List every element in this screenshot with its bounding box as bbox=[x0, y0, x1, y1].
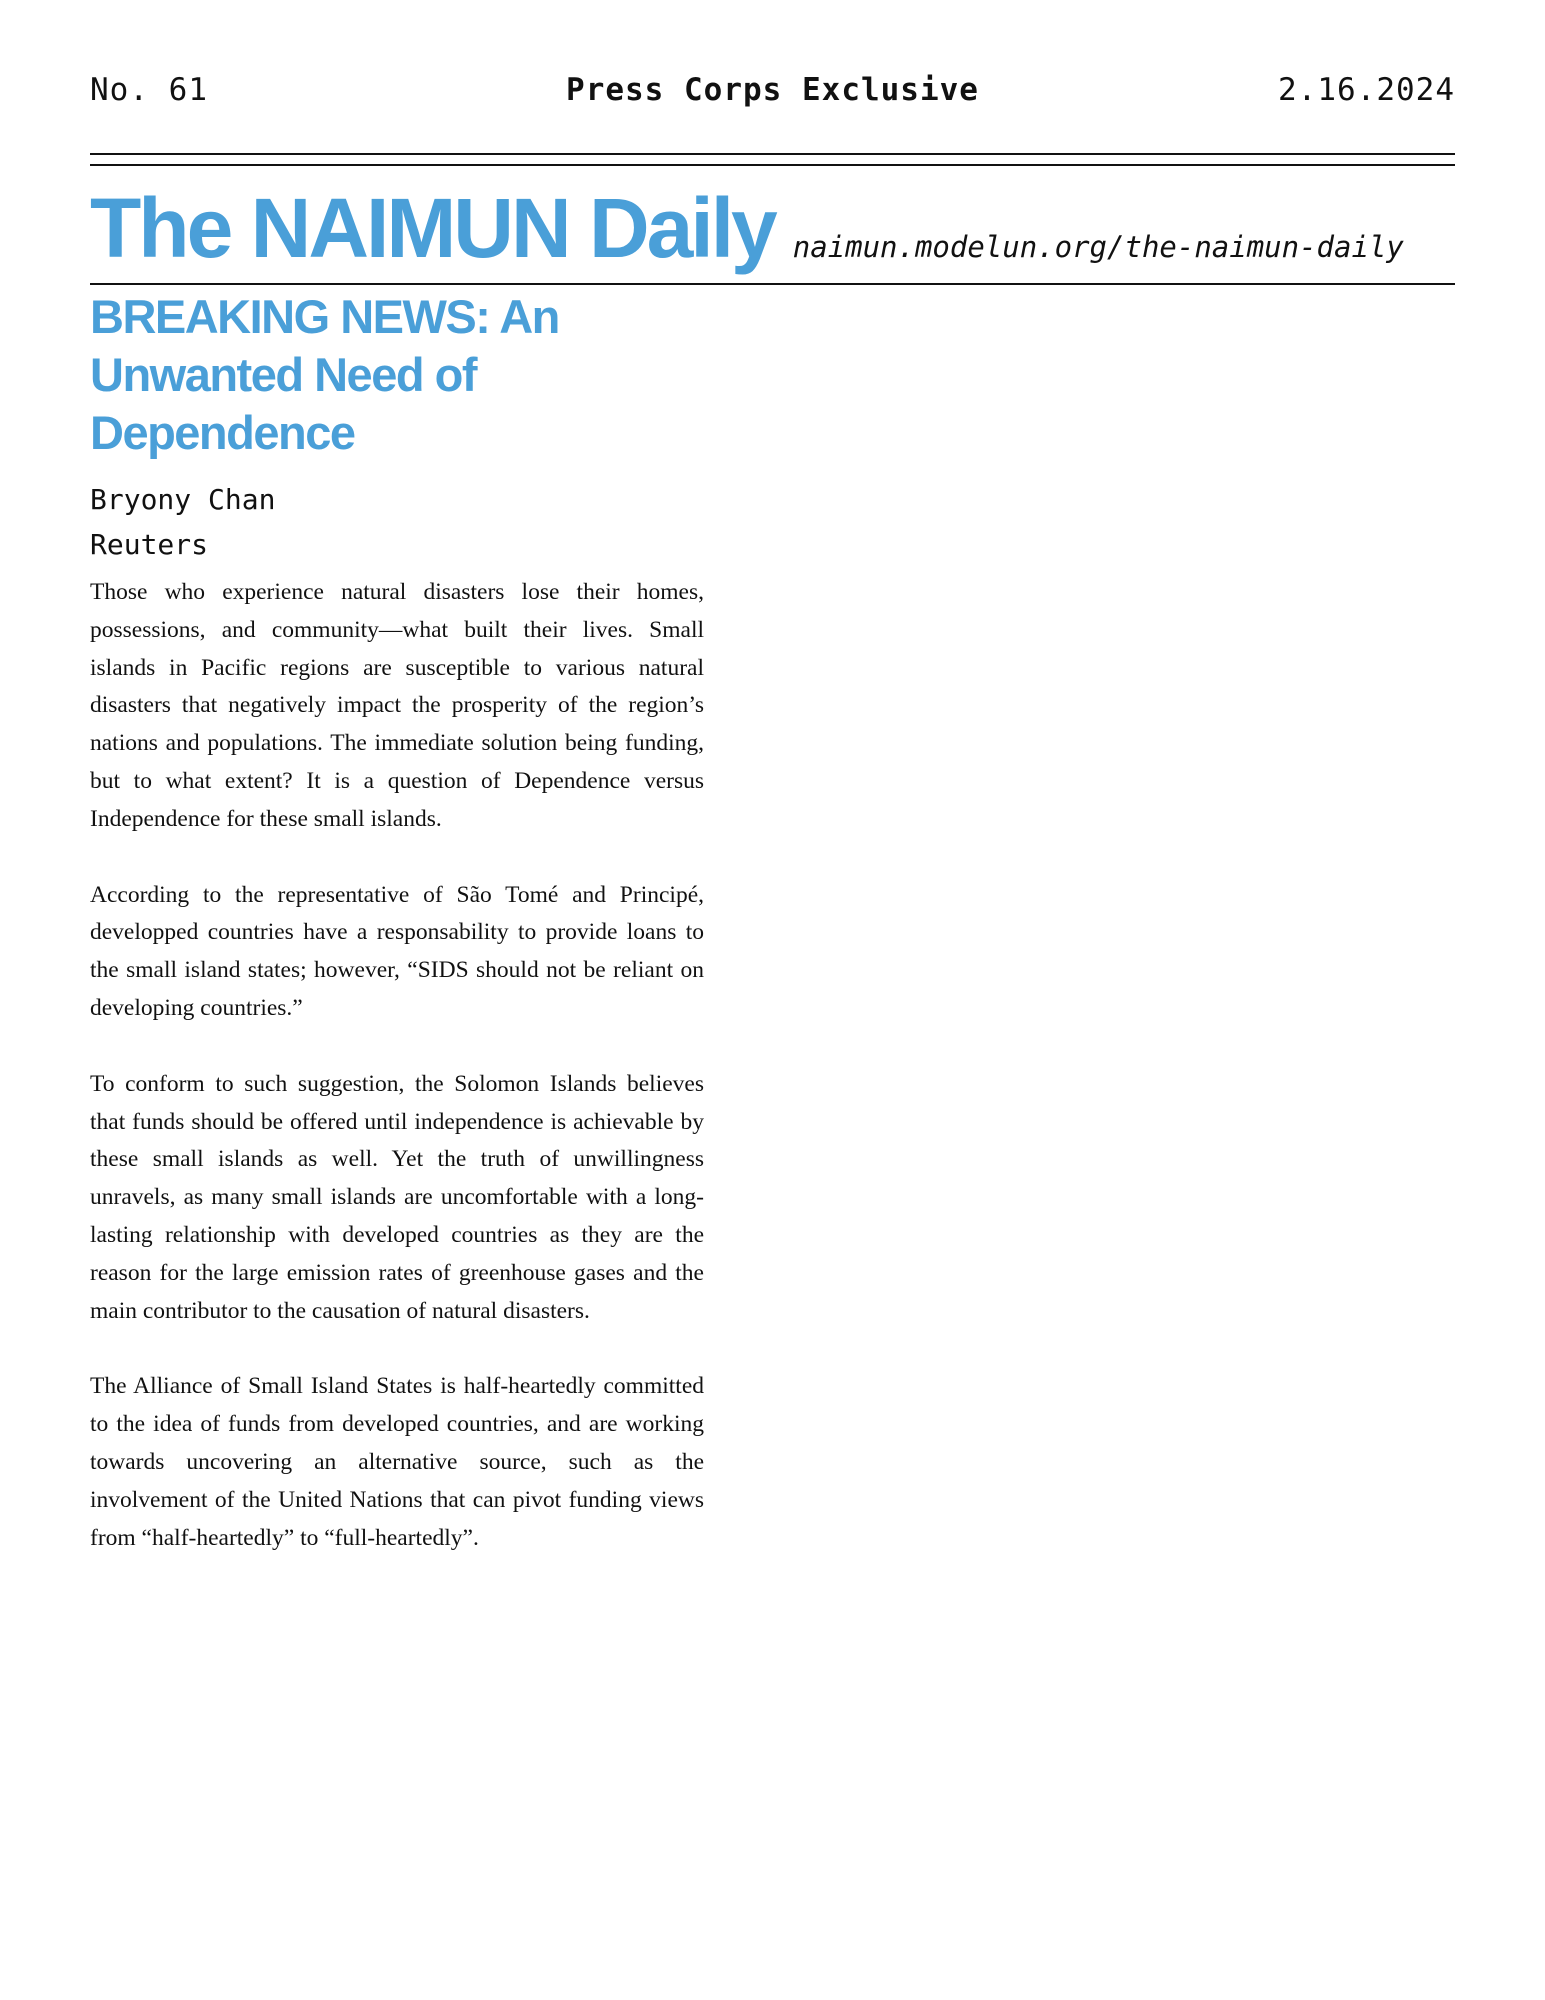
article-paragraph: The Alliance of Small Island States is half-heartedly committed to the idea of funds from developed countries, and are working towards uncovering an alternative source, such as the involvement of the United Nations that can pivot funding views from “half-heartedly” to “full-heartedly”. bbox=[90, 1373, 704, 1551]
byline bbox=[90, 477, 275, 567]
section-label: Press Corps Exclusive bbox=[566, 72, 979, 108]
author-name: Bryony Chan bbox=[90, 483, 276, 516]
top-bar bbox=[90, 72, 1455, 112]
publication-url[interactable]: naimun.modelun.org/the-naimun-daily bbox=[792, 230, 1404, 264]
publication-name: The NAIMUN Daily bbox=[90, 181, 775, 275]
article-headline: BREAKING NEWS: An Unwanted Need of Dependence bbox=[90, 290, 559, 459]
top-divider bbox=[90, 153, 1455, 155]
article-paragraph: According to the representative of São Tomé and Principé, developped countries have a responsability to provide loans to the small island states; however, “SIDS should not be reliant on developing countries.” bbox=[90, 881, 704, 1021]
issue-number: No. 61 bbox=[90, 72, 208, 108]
article-body bbox=[90, 574, 704, 1595]
article-paragraph: To conform to such suggestion, the Solomon Islands believes that funds should be offered until independence is achievable by these small islands as well. Yet the truth of unwillingness unravels, as many small islands are uncomfortable with a long-lasting relationship with developed countries as they are the reason for the large emission rates of greenhouse gases and the main contributor to the causation of natural disasters. bbox=[90, 1070, 704, 1324]
top-divider-inner bbox=[90, 164, 1455, 166]
issue-date: 2.16.2024 bbox=[1278, 72, 1455, 108]
article-paragraph: Those who experience natural disasters lose their homes, possessions, and community—what built their lives. Small islands in Pacific regions are susceptible to various natural disasters that negatively impact the prosperity of the region’s nations and populations. The immediate solution being funding, but to what extent? It is a question of Dependence versus Independence for these small islands. bbox=[90, 579, 704, 832]
news-outlet: Reuters bbox=[90, 528, 209, 561]
masthead-divider bbox=[90, 283, 1455, 285]
masthead bbox=[90, 178, 1404, 278]
